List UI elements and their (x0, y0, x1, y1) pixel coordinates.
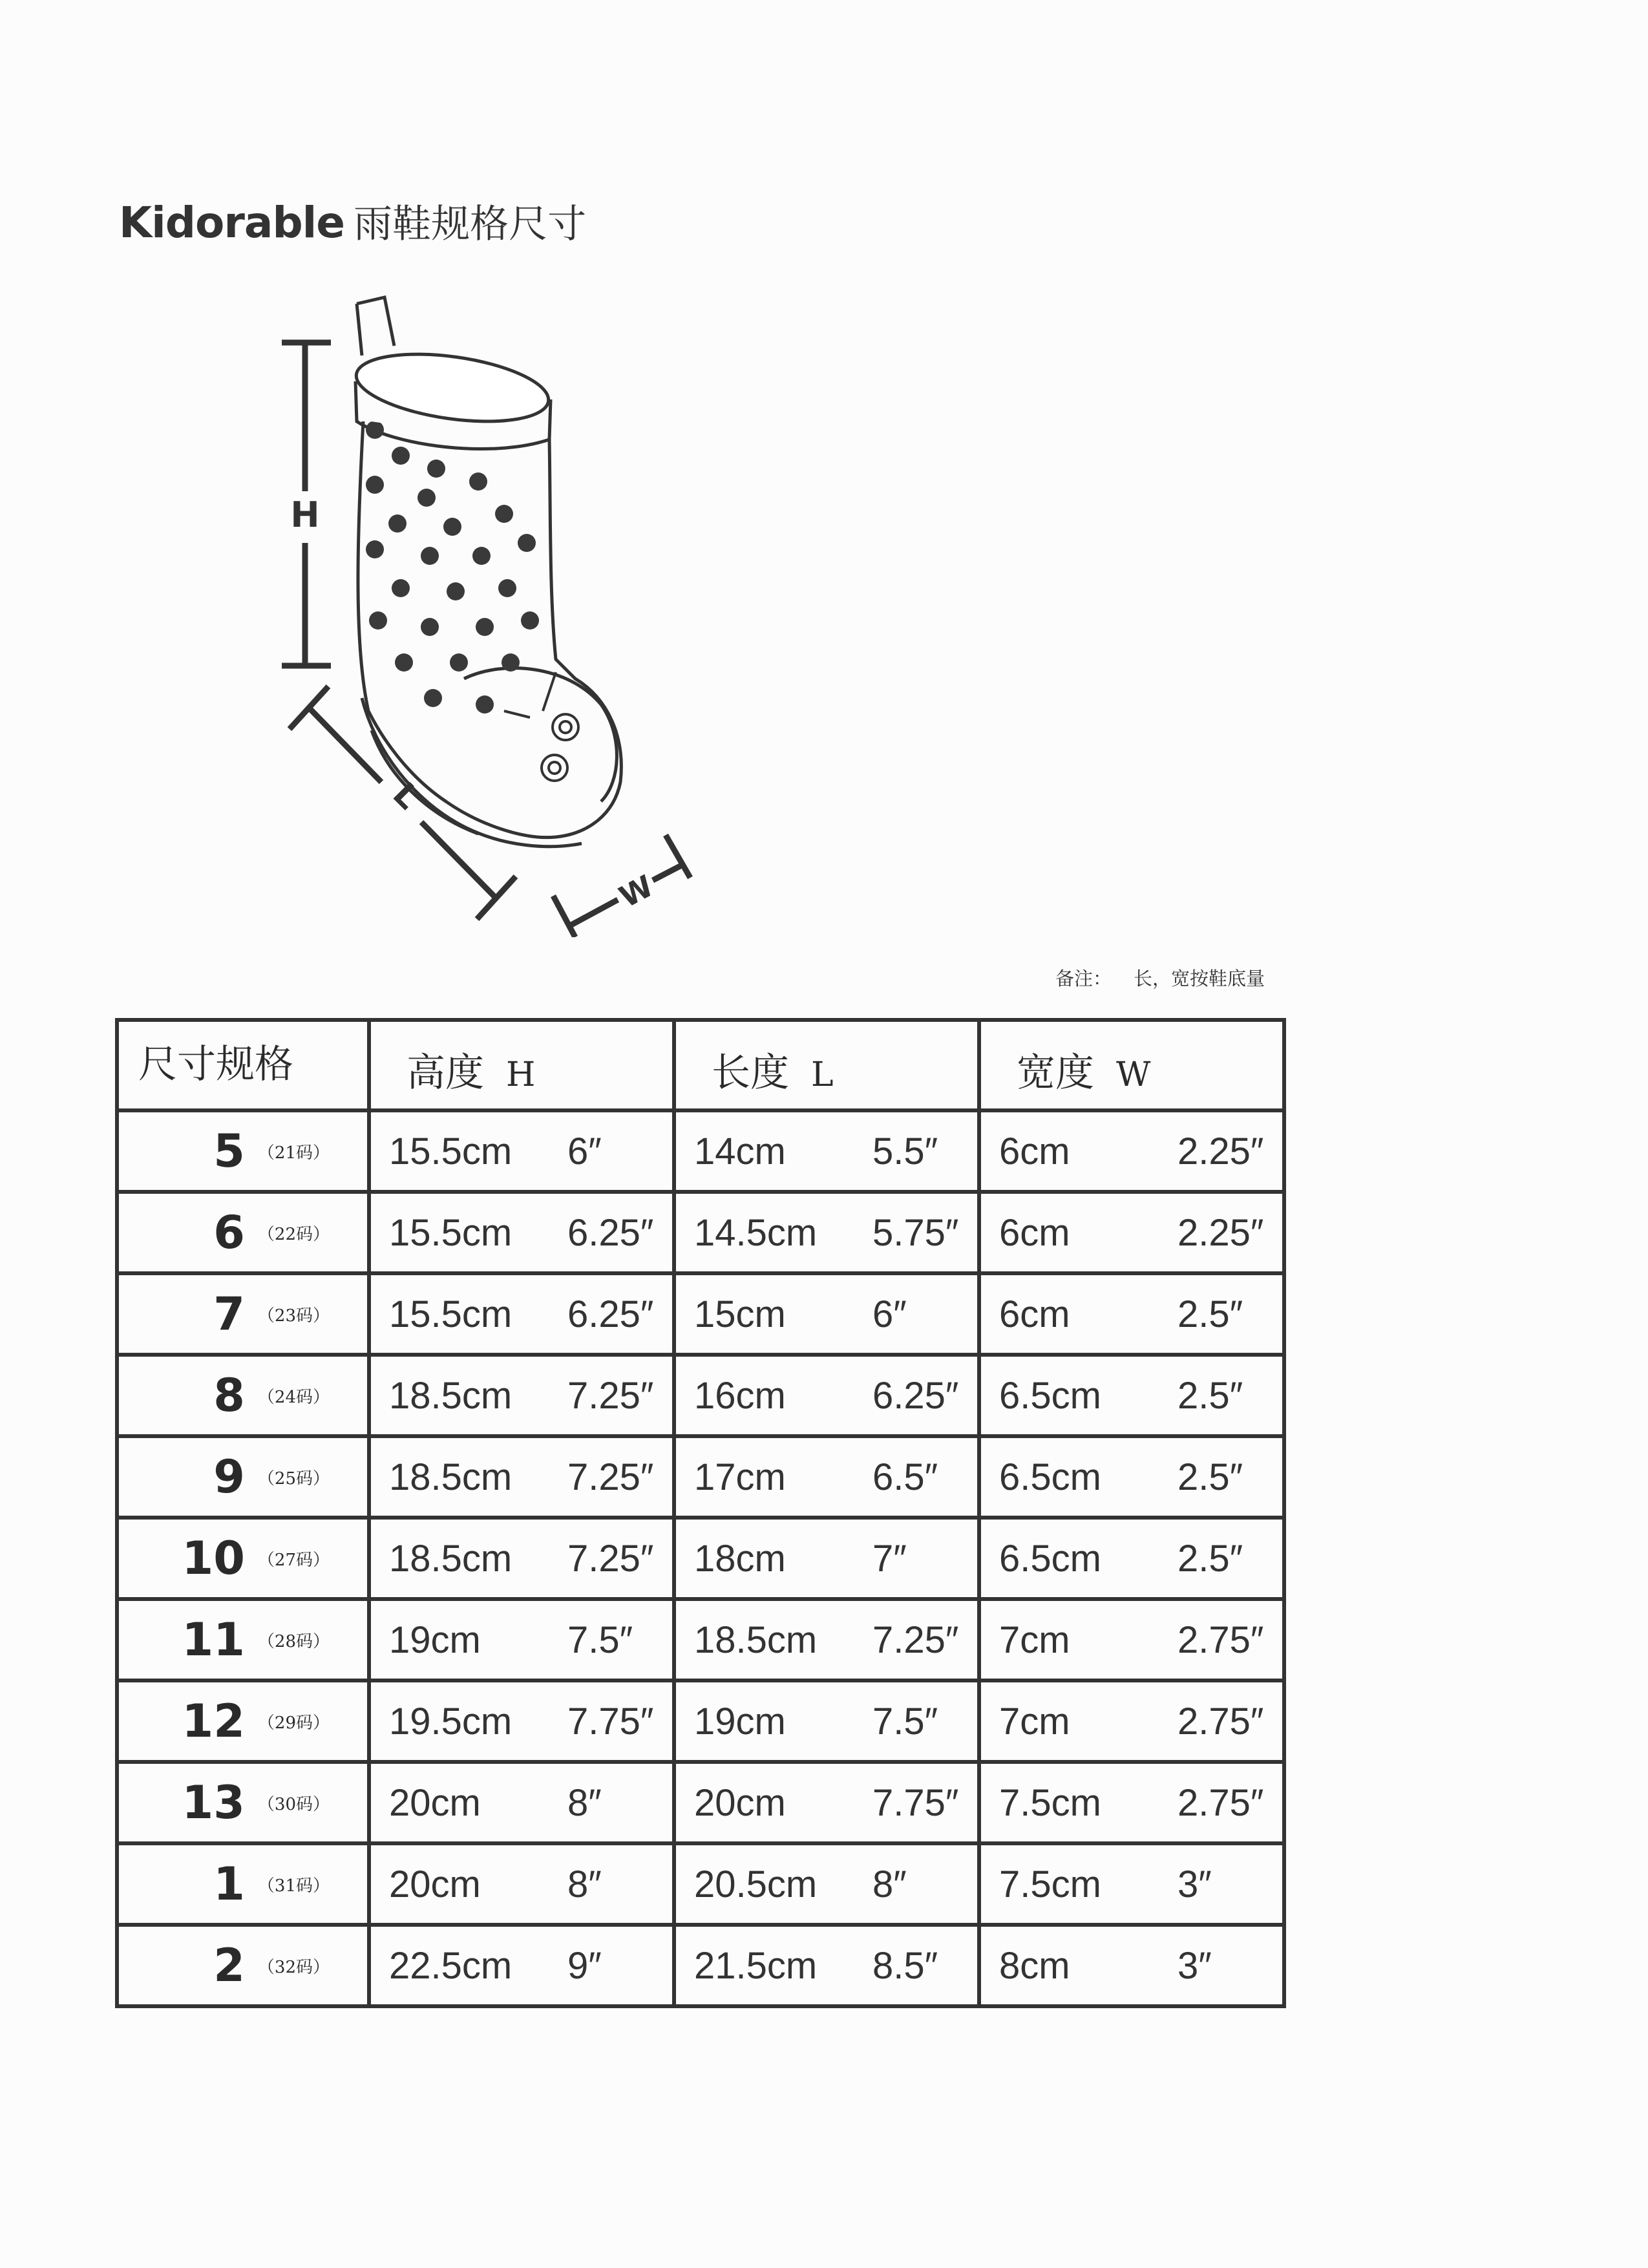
table-row (117, 1599, 1284, 1680)
l-measure-cell (674, 1355, 979, 1436)
l-measure-cell (674, 1518, 979, 1599)
eu-size: （24码） (257, 1387, 330, 1407)
inch-value: 2.5″ (1178, 1374, 1243, 1417)
l-measure-cell (674, 1925, 979, 2006)
cm-value: 7cm (999, 1700, 1070, 1743)
header-axis: W (1116, 1055, 1151, 1094)
w-measure-cell (979, 1762, 1284, 1843)
inch-value: 5.5″ (872, 1130, 938, 1172)
inch-value: 8.5″ (872, 1944, 938, 1987)
inch-value: 2.5″ (1178, 1293, 1243, 1335)
cm-value: 8cm (999, 1944, 1070, 1987)
table-row (117, 1843, 1284, 1925)
cm-value: 22.5cm (389, 1944, 512, 1987)
inch-value: 6.25″ (872, 1374, 959, 1417)
cm-value: 7cm (999, 1618, 1070, 1661)
inch-value: 7.25″ (872, 1618, 959, 1661)
boot-outline (352, 297, 622, 847)
page-title (119, 198, 587, 248)
h-measure-cell (369, 1518, 674, 1599)
header-label: 高度 (407, 1050, 484, 1096)
inch-value: 7″ (872, 1537, 907, 1580)
size-cell (117, 1192, 369, 1273)
inch-value: 8″ (567, 1781, 602, 1824)
size-cell (117, 1518, 369, 1599)
us-size: 12 (182, 1695, 245, 1748)
inch-value: 2.75″ (1178, 1781, 1264, 1824)
eu-size: （32码） (257, 1957, 330, 1977)
cm-value: 18.5cm (694, 1618, 818, 1661)
cm-value: 18cm (694, 1537, 786, 1580)
header-axis: L (811, 1055, 834, 1094)
width-label: W (613, 868, 659, 915)
table-row (117, 1110, 1284, 1192)
size-cell (117, 1436, 369, 1518)
w-measure-cell (979, 1273, 1284, 1355)
header-width (979, 1020, 1284, 1110)
w-measure-cell (979, 1599, 1284, 1680)
inch-value: 2.25″ (1178, 1130, 1264, 1172)
table-row (117, 1925, 1284, 2006)
h-measure-cell (369, 1273, 674, 1355)
boot-face (504, 672, 578, 781)
w-measure-cell (979, 1192, 1284, 1273)
h-measure-cell (369, 1599, 674, 1680)
size-cell (117, 1762, 369, 1843)
us-size: 5 (213, 1125, 245, 1178)
size-cell (117, 1355, 369, 1436)
size-chart-table (115, 1018, 1286, 2008)
inch-value: 6″ (567, 1130, 602, 1172)
header-height (369, 1020, 674, 1110)
cm-value: 20cm (389, 1863, 481, 1905)
note (1055, 964, 1265, 991)
inch-value: 6″ (872, 1293, 907, 1335)
l-measure-cell (674, 1599, 979, 1680)
table-row (117, 1762, 1284, 1843)
l-measure-cell (674, 1680, 979, 1762)
h-measure-cell (369, 1436, 674, 1518)
size-cell (117, 1925, 369, 2006)
h-measure-cell (369, 1843, 674, 1925)
table-row (117, 1355, 1284, 1436)
inch-value: 6.25″ (567, 1211, 654, 1254)
length-label: L (385, 775, 427, 817)
us-size: 6 (213, 1206, 245, 1259)
inch-value: 7.75″ (872, 1781, 959, 1824)
inch-value: 2.75″ (1178, 1700, 1264, 1743)
inch-value: 9″ (567, 1944, 602, 1987)
w-measure-cell (979, 1843, 1284, 1925)
cm-value: 20cm (389, 1781, 481, 1824)
inch-value: 2.5″ (1178, 1537, 1243, 1580)
l-measure-cell (674, 1110, 979, 1192)
h-measure-cell (369, 1192, 674, 1273)
l-measure-cell (674, 1192, 979, 1273)
h-measure-cell (369, 1925, 674, 2006)
inch-value: 3″ (1178, 1944, 1212, 1987)
note-label: 备注： (1055, 968, 1112, 990)
title-cn: 雨鞋规格尺寸 (354, 202, 587, 247)
inch-value: 8″ (567, 1863, 602, 1905)
w-measure-cell (979, 1925, 1284, 2006)
cm-value: 18.5cm (389, 1537, 512, 1580)
table-row (117, 1436, 1284, 1518)
us-size: 10 (182, 1532, 245, 1585)
brand-name: Kidorable (119, 198, 345, 248)
table-row (117, 1192, 1284, 1273)
cm-value: 19cm (389, 1618, 481, 1661)
size-cell (117, 1273, 369, 1355)
inch-value: 7.5″ (567, 1618, 633, 1661)
h-measure-cell (369, 1355, 674, 1436)
l-measure-cell (674, 1762, 979, 1843)
us-size: 11 (182, 1613, 245, 1666)
inch-value: 7.75″ (567, 1700, 654, 1743)
note-text: 长，宽按鞋底量 (1134, 968, 1265, 990)
cm-value: 6.5cm (999, 1374, 1101, 1417)
l-measure-cell (674, 1843, 979, 1925)
size-cell (117, 1680, 369, 1762)
boot-illustration (271, 284, 763, 937)
eu-size: （25码） (257, 1468, 330, 1489)
boot-diagram (271, 284, 763, 937)
cm-value: 17cm (694, 1456, 786, 1498)
size-cell (117, 1599, 369, 1680)
inch-value: 7.5″ (872, 1700, 938, 1743)
cm-value: 6.5cm (999, 1456, 1101, 1498)
cm-value: 16cm (694, 1374, 786, 1417)
cm-value: 14cm (694, 1130, 786, 1172)
inch-value: 6.25″ (567, 1293, 654, 1335)
eu-size: （29码） (257, 1713, 330, 1733)
inch-value: 3″ (1178, 1863, 1212, 1905)
us-size: 1 (213, 1858, 245, 1911)
cm-value: 18.5cm (389, 1456, 512, 1498)
eu-size: （21码） (257, 1143, 330, 1163)
w-measure-cell (979, 1110, 1284, 1192)
cm-value: 7.5cm (999, 1863, 1101, 1905)
cm-value: 15.5cm (389, 1211, 512, 1254)
inch-value: 2.25″ (1178, 1211, 1264, 1254)
inch-value: 7.25″ (567, 1537, 654, 1580)
cm-value: 6cm (999, 1130, 1070, 1172)
cm-value: 21.5cm (694, 1944, 818, 1987)
table-row (117, 1518, 1284, 1599)
cm-value: 15.5cm (389, 1130, 512, 1172)
eu-size: （28码） (257, 1631, 330, 1651)
cm-value: 15cm (694, 1293, 786, 1335)
polka-dots (366, 421, 539, 714)
inch-value: 2.75″ (1178, 1618, 1264, 1661)
header-size (117, 1020, 369, 1110)
header-axis: H (506, 1055, 536, 1094)
cm-value: 20cm (694, 1781, 786, 1824)
header-label: 宽度 (1017, 1050, 1094, 1096)
inch-value: 5.75″ (872, 1211, 959, 1254)
us-size: 13 (182, 1776, 245, 1829)
cm-value: 20.5cm (694, 1863, 818, 1905)
header-length (674, 1020, 979, 1110)
eu-size: （31码） (257, 1876, 330, 1896)
inch-value: 7.25″ (567, 1456, 654, 1498)
header-label: 长度 (712, 1050, 789, 1096)
w-measure-cell (979, 1355, 1284, 1436)
eu-size: （27码） (257, 1550, 330, 1570)
eu-size: （22码） (257, 1224, 330, 1244)
w-measure-cell (979, 1680, 1284, 1762)
inch-value: 2.5″ (1178, 1456, 1243, 1498)
inch-value: 8″ (872, 1863, 907, 1905)
table-row (117, 1680, 1284, 1762)
cm-value: 15.5cm (389, 1293, 512, 1335)
w-measure-cell (979, 1436, 1284, 1518)
size-cell (117, 1843, 369, 1925)
height-label: H (290, 494, 320, 535)
eu-size: （23码） (257, 1306, 330, 1326)
cm-value: 18.5cm (389, 1374, 512, 1417)
w-measure-cell (979, 1518, 1284, 1599)
h-measure-cell (369, 1762, 674, 1843)
header-label: 尺寸规格 (138, 1042, 293, 1087)
us-size: 7 (213, 1288, 245, 1341)
us-size: 9 (213, 1450, 245, 1503)
us-size: 8 (213, 1369, 245, 1422)
cm-value: 19.5cm (389, 1700, 512, 1743)
cm-value: 6.5cm (999, 1537, 1101, 1580)
cm-value: 6cm (999, 1211, 1070, 1254)
table-row (117, 1273, 1284, 1355)
table-header-row (117, 1020, 1284, 1110)
cm-value: 7.5cm (999, 1781, 1101, 1824)
cm-value: 14.5cm (694, 1211, 818, 1254)
inch-value: 7.25″ (567, 1374, 654, 1417)
cm-value: 19cm (694, 1700, 786, 1743)
l-measure-cell (674, 1436, 979, 1518)
eu-size: （30码） (257, 1794, 330, 1814)
h-measure-cell (369, 1110, 674, 1192)
us-size: 2 (213, 1939, 245, 1992)
inch-value: 6.5″ (872, 1456, 938, 1498)
h-measure-cell (369, 1680, 674, 1762)
size-cell (117, 1110, 369, 1192)
l-measure-cell (674, 1273, 979, 1355)
cm-value: 6cm (999, 1293, 1070, 1335)
